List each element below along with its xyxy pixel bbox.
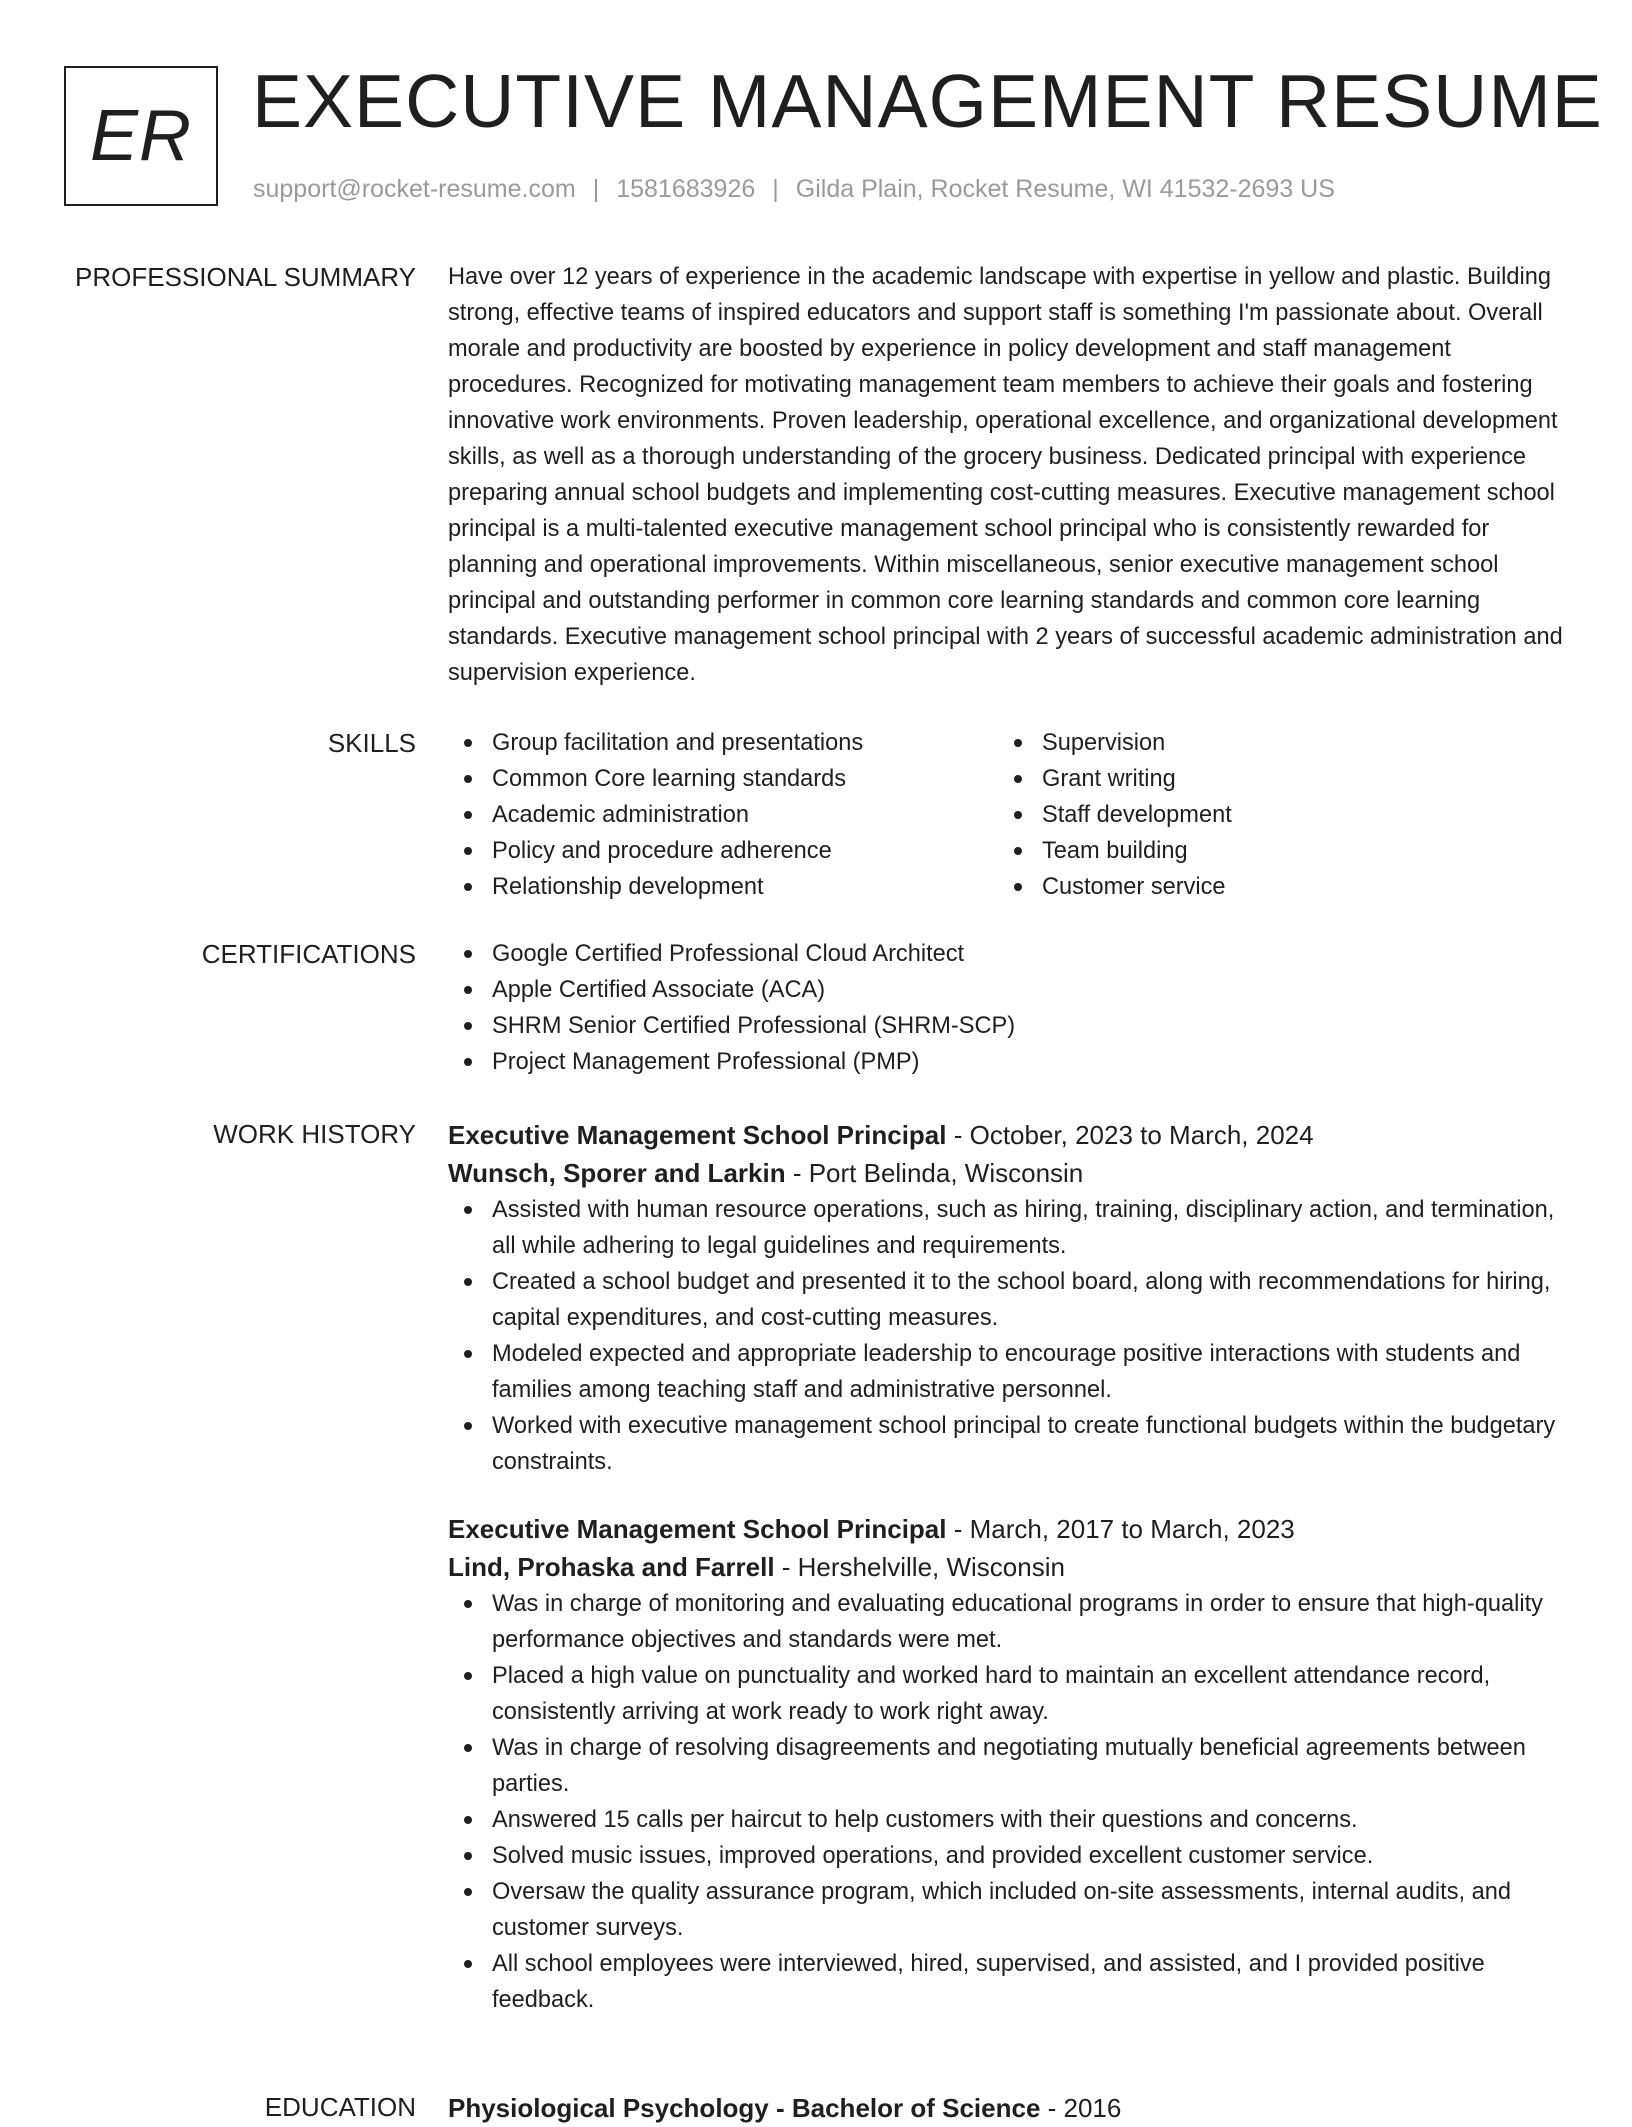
job-company: Wunsch, Sporer and Larkin: [448, 1158, 786, 1188]
resume-title: EXECUTIVE MANAGEMENT RESUME: [252, 59, 1603, 143]
skills-label: SKILLS: [327, 728, 416, 758]
job-bullet: Created a school budget and presented it to the school board, along with recommendations for hiring, capital expenditures, and cost-cutting measures.: [448, 1264, 1568, 1336]
job-company-line: [448, 1154, 1568, 1192]
job-entry: [448, 1510, 1568, 2018]
job-company: Lind, Prohaska and Farrell: [448, 1552, 775, 1582]
job-title: Executive Management School Principal: [448, 1120, 947, 1150]
skill-item: Group facilitation and presentations: [448, 725, 998, 761]
job-bullet: Assisted with human resource operations, such as hiring, training, disciplinary action, and termination, all while adhering to legal guidelines and requirements.: [448, 1192, 1568, 1264]
job-company-line: [448, 1548, 1568, 1586]
job-title-line: [448, 1116, 1568, 1154]
skill-item: Supervision: [998, 725, 1548, 761]
job-title: Executive Management School Principal: [448, 1514, 947, 1544]
job-bullet: All school employees were interviewed, hired, supervised, and assisted, and I provided positive feedback.: [448, 1946, 1568, 2018]
certifications-list: [448, 936, 1568, 1080]
job-bullet: Modeled expected and appropriate leadership to encourage positive interactions with students and families among teaching staff and administrative personnel.: [448, 1336, 1568, 1408]
education-line: [448, 2089, 1568, 2127]
skill-item: Staff development: [998, 797, 1548, 833]
job-bullet: Placed a high value on punctuality and worked hard to maintain an excellent attendance record, consistently arriving at work ready to work right away.: [448, 1658, 1568, 1730]
education-degree: Physiological Psychology - Bachelor of Science: [448, 2093, 1041, 2123]
skill-item: Academic administration: [448, 797, 998, 833]
contact-separator: |: [592, 175, 600, 203]
monogram-box: [64, 66, 218, 206]
job-bullet: Was in charge of monitoring and evaluating educational programs in order to ensure that high-quality performance objectives and standards were met.: [448, 1586, 1568, 1658]
skill-item: Common Core learning standards: [448, 761, 998, 797]
certification-item: SHRM Senior Certified Professional (SHRM-SCP): [448, 1008, 1568, 1044]
job-bullets: [448, 1192, 1568, 1480]
skill-item: Customer service: [998, 869, 1548, 905]
contact-email: support@rocket-resume.com: [253, 175, 576, 203]
certification-item: Apple Certified Associate (ACA): [448, 972, 1568, 1008]
job-bullet: Solved music issues, improved operations, and provided excellent customer service.: [448, 1838, 1568, 1874]
skill-item: Grant writing: [998, 761, 1548, 797]
summary-label: PROFESSIONAL SUMMARY: [75, 262, 416, 292]
education-label: EDUCATION: [264, 2092, 416, 2122]
monogram-initials: ER: [89, 96, 193, 176]
job-bullet: Answered 15 calls per haircut to help customers with their questions and concerns.: [448, 1802, 1568, 1838]
job-location: - Hershelville, Wisconsin: [774, 1552, 1065, 1582]
contact-line: [253, 175, 1335, 204]
certification-item: Google Certified Professional Cloud Architect: [448, 936, 1568, 972]
job-entry: [448, 1116, 1568, 1480]
skills-list-right: [998, 725, 1548, 905]
job-dates: - March, 2017 to March, 2023: [946, 1514, 1295, 1544]
certifications-label: CERTIFICATIONS: [201, 939, 416, 969]
skills-list-left: [448, 725, 998, 905]
certification-item: Project Management Professional (PMP): [448, 1044, 1568, 1080]
education-year: - 2016: [1040, 2093, 1122, 2123]
job-bullet: Oversaw the quality assurance program, which included on-site assessments, internal audits, and customer surveys.: [448, 1874, 1568, 1946]
skill-item: Team building: [998, 833, 1548, 869]
job-title-line: [448, 1510, 1568, 1548]
skill-item: Relationship development: [448, 869, 998, 905]
work-history-label: WORK HISTORY: [213, 1119, 416, 1149]
skill-item: Policy and procedure adherence: [448, 833, 998, 869]
contact-address: Gilda Plain, Rocket Resume, WI 41532-2693 US: [795, 175, 1335, 203]
job-bullets: [448, 1586, 1568, 2018]
job-bullet: Was in charge of resolving disagreements and negotiating mutually beneficial agreements between parties.: [448, 1730, 1568, 1802]
contact-separator: |: [772, 175, 779, 203]
contact-phone: 1581683926: [616, 175, 756, 203]
job-bullet: Worked with executive management school principal to create functional budgets within the budgetary constraints.: [448, 1408, 1568, 1480]
summary-text: Have over 12 years of experience in the academic landscape with expertise in yellow and plastic. Building strong, effective teams of inspired educators and support staff is something I'm passionate about. Overall morale and productivity are boosted by experience in policy development and staff management procedures. Recognized for motivating management team members to achieve their goals and fostering innovative work environments. Proven leadership, operational excellence, and organizational development skills, as well as a thorough understanding of the grocery business. Dedicated principal with experience preparing annual school budgets and implementing cost-cutting measures. Executive management school principal is a multi-talented executive management school principal who is consistently rewarded for planning and operational improvements. Within miscellaneous, senior executive management school principal and outstanding performer in common core learning standards and common core learning standards. Executive management school principal with 2 years of successful academic administration and supervision experience.: [448, 264, 1563, 686]
job-location: - Port Belinda, Wisconsin: [785, 1158, 1084, 1188]
job-dates: - October, 2023 to March, 2024: [946, 1120, 1314, 1150]
